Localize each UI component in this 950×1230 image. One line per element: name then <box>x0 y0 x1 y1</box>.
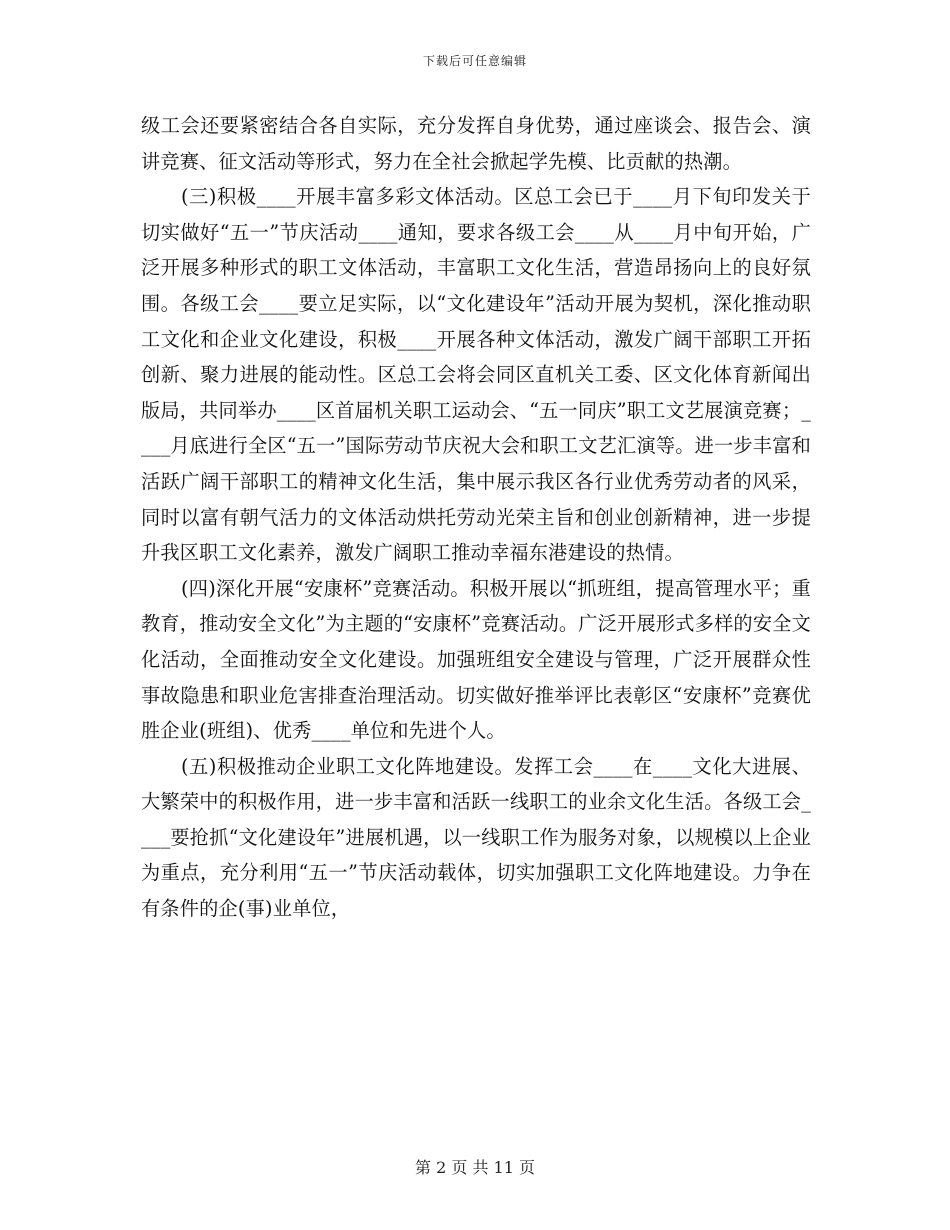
paragraph-section-5: (五)积极推动企业职工文化阵地建设。发挥工会____在____文化大进展、大繁荣中的积极作用，进一步丰富和活跃一线职工的业余文化生活。各级工会____要抢抓“文化建设年”进展机遇，以一线职工作为服务对象，以规模以上企业为重点，充分利用“五一”节庆活动载体，切实加强职工文化阵地建设。力争在有条件的企(事)业单位， <box>141 754 811 921</box>
paragraph-section-4: (四)深化开展“安康杯”竞赛活动。积极开展以“抓班组，提高管理水平；重教育，推动安全文化”为主题的“安康杯”竞赛活动。广泛开展形式多样的安全文化活动，全面推动安全文化建设。加强班组安全建设与管理，广泛开展群众性事故隐患和职业危害排查治理活动。切实做好推举评比表彰区“安康杯”竞赛优胜企业(班组)、优秀____单位和先进个人。 <box>141 576 811 743</box>
paragraph-continuation: 级工会还要紧密结合各自实际，充分发挥自身优势，通过座谈会、报告会、演讲竞赛、征文活动等形式，努力在全社会掀起学先模、比贡献的热潮。 <box>141 114 811 173</box>
page-number: 第 2 页 共 11 页 <box>415 1158 535 1177</box>
page-header-note: 下载后可任意编辑 <box>422 54 527 68</box>
document-body <box>141 108 811 927</box>
paragraph-section-3: (三)积极____开展丰富多彩文体活动。区总工会已于____月下旬印发关于切实做好“五一”节庆活动____通知，要求各级工会____从____月中旬开始，广泛开展多种形式的职工文体活动，丰富职工文化生活，营造昂扬向上的良好氛围。各级工会____要立足实际，以“文化建设年”活动开展为契机，深化推动职工文化和企业文化建设，积极____开展各种文体活动，激发广阔干部职工开拓创新、聚力进展的能动性。区总工会将会同区直机关工委、区文化体育新闻出版局，共同举办____区首届机关职工运动会、“五一同庆”职工文艺展演竞赛；____月底进行全区“五一”国际劳动节庆祝大会和职工文艺汇演等。进一步丰富和活跃广阔干部职工的精神文化生活，集中展示我区各行业优秀劳动者的风采，同时以富有朝气活力的文体活动烘托劳动光荣主旨和创业创新精神，进一步提升我区职工文化素养，激发广阔职工推动幸福东港建设的热情。 <box>141 185 811 565</box>
